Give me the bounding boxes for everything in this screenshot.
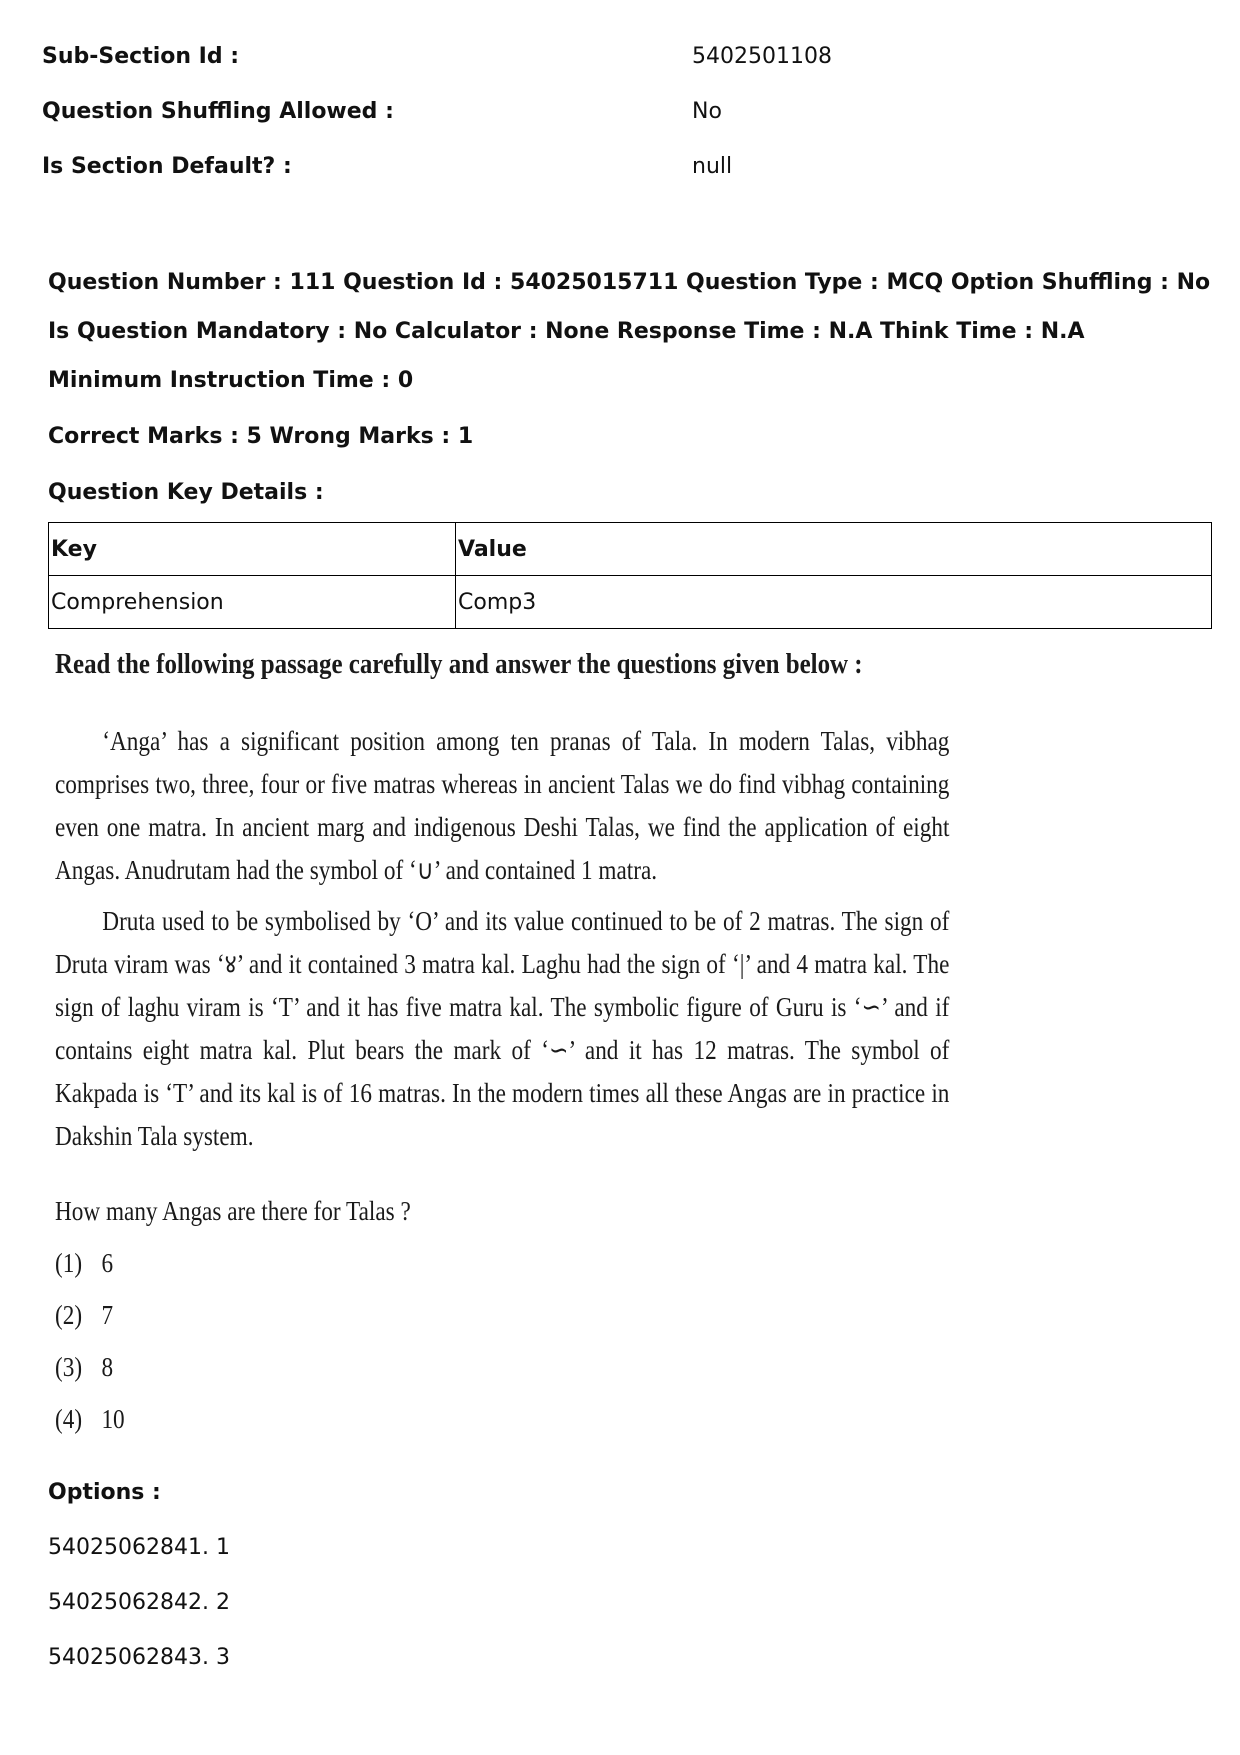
- question-meta-line-1: Question Number : 111 Question Id : 54025015711 Question Type : MCQ Option Shuffling : No: [48, 270, 1211, 295]
- choice-text: 10: [101, 1404, 125, 1434]
- passage-paragraph-2: Druta used to be symbolised by ‘O’ and its value continued to be of 2 matras. The sign of Druta viram was ‘४’ and it contained 3 matra kal. Laghu had the sign of ‘|’ and 4 matra kal. The sign of laghu viram is ‘T’ and it has five matra kal. The symbolic figure of Guru is ‘∽’ and if contains eight matra kal. Plut bears the mark of ‘∽’ and it has 12 matras. The symbol of Kakpada is ‘T’ and its kal is of 16 matras. In the modern times all these Angas are in practice in Dakshin Tala system.: [55, 906, 950, 1151]
- choice-3: [55, 1352, 113, 1383]
- table-row: [49, 576, 1212, 629]
- table-header-row: [49, 523, 1212, 576]
- table-cell-value: Comp3: [456, 576, 1212, 629]
- sub-section-id-label: Sub-Section Id :: [42, 44, 240, 69]
- section-default-value: null: [692, 154, 733, 179]
- key-details-label: Question Key Details :: [48, 480, 324, 505]
- options-label: Options :: [48, 1480, 161, 1505]
- question-meta-line-2: Is Question Mandatory : No Calculator : None Response Time : N.A Think Time : N.A: [48, 319, 1085, 344]
- choice-text: 8: [101, 1352, 114, 1382]
- sub-section-id-value: 5402501108: [692, 44, 832, 69]
- passage-paragraph-1: ‘Anga’ has a significant position among ten pranas of Tala. In modern Talas, vibhag comprises two, three, four or five matras whereas in ancient Talas we do find vibhag containing even one matra. In ancient marg and indigenous Deshi Talas, we find the application of eight Angas. Anudrutam had the symbol of ‘∪’ and contained 1 matra.: [55, 726, 950, 885]
- marks-line: Correct Marks : 5 Wrong Marks : 1: [48, 424, 474, 449]
- option-3: 54025062843. 3: [48, 1645, 230, 1670]
- table-header-value: Value: [456, 523, 1212, 576]
- choice-number: (3): [55, 1352, 83, 1382]
- section-default-label: Is Section Default? :: [42, 154, 292, 179]
- option-2: 54025062842. 2: [48, 1590, 230, 1615]
- question-meta-line-3: Minimum Instruction Time : 0: [48, 368, 414, 393]
- question-shuffling-label: Question Shuffling Allowed :: [42, 99, 394, 124]
- choice-4: [55, 1404, 125, 1435]
- question-key-table: [48, 522, 1212, 629]
- choice-number: (1): [55, 1248, 83, 1278]
- passage-heading: Read the following passage carefully and answer the questions given below :: [55, 648, 863, 680]
- choice-2: [55, 1300, 113, 1331]
- option-1: 54025062841. 1: [48, 1535, 230, 1560]
- choice-text: 6: [101, 1248, 114, 1278]
- choice-number: (2): [55, 1300, 83, 1330]
- choice-text: 7: [101, 1300, 114, 1330]
- table-cell-key: Comprehension: [49, 576, 456, 629]
- choice-number: (4): [55, 1404, 83, 1434]
- question-shuffling-value: No: [692, 99, 722, 124]
- table-header-key: Key: [49, 523, 456, 576]
- question-text: How many Angas are there for Talas ?: [55, 1196, 411, 1226]
- choice-1: [55, 1248, 113, 1279]
